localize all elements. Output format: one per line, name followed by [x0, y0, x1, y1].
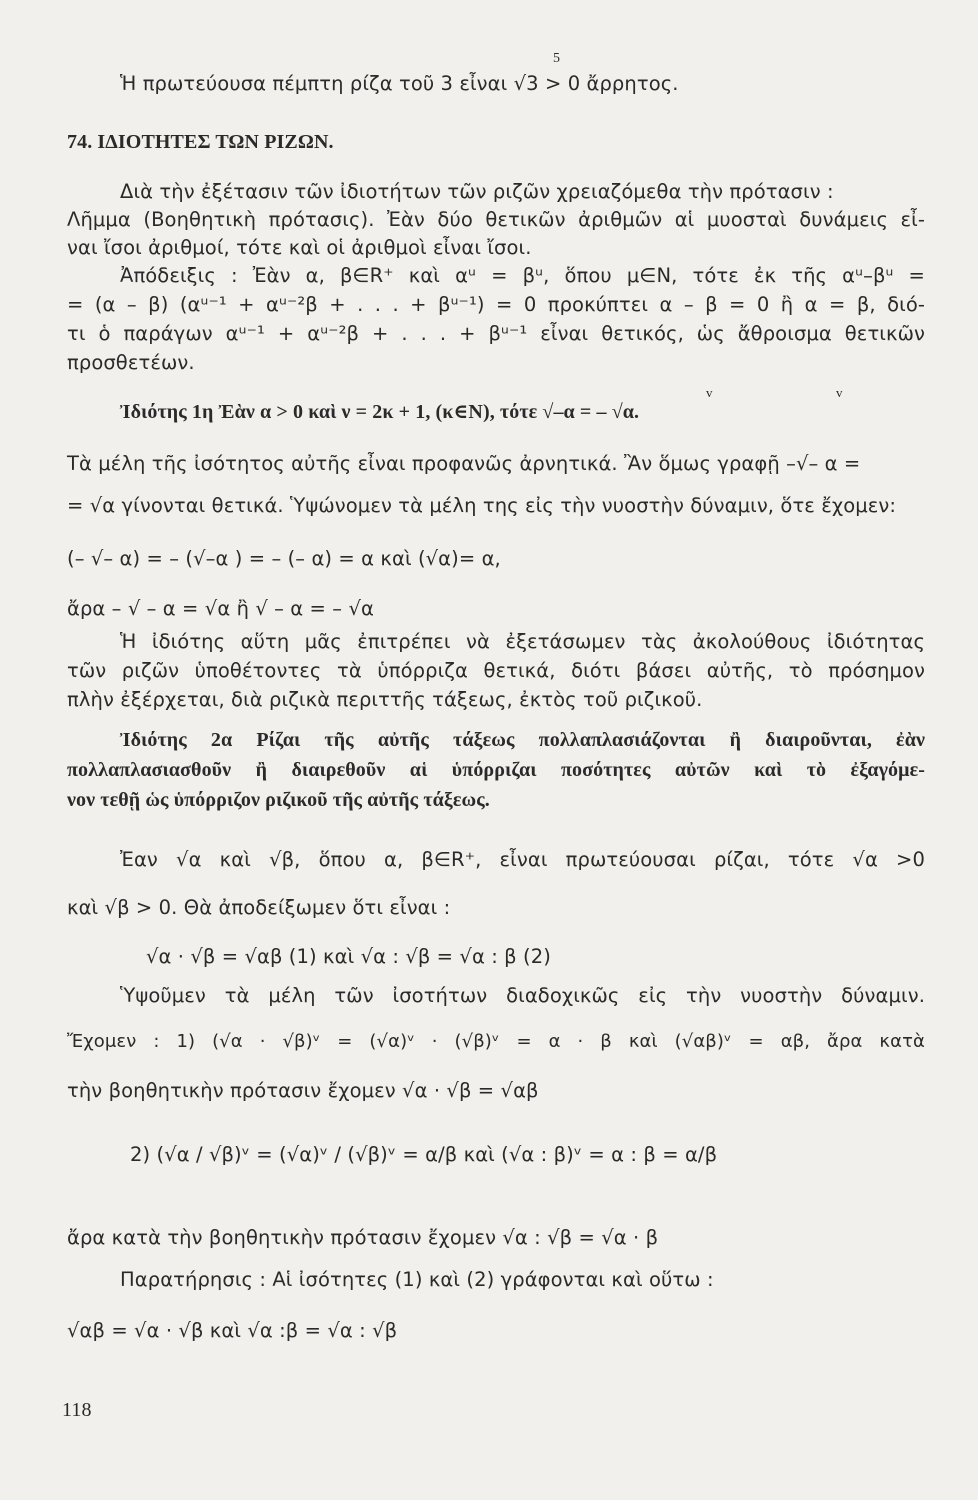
line-01: Ἡ πρωτεύουσα πέμπτη ρίζα τοῦ 3 εἶναι √3 > 0 ἄρρητος.	[120, 72, 679, 95]
root-index-mark: v	[706, 385, 713, 400]
property-1-heading: Ἰδιότης 1η Ἐὰν α > 0 καὶ ν = 2κ + 1, (κ∈N), τότε √–α = – √α.	[120, 401, 640, 423]
proof-line-2: = (α – β) (αᵘ⁻¹ + αᵘ⁻²β + . . . + βᵘ⁻¹) = 0 προκύπτει α – β = 0 ἢ α = β, διό-	[67, 293, 925, 316]
lemma-line: Λῆμμα (Βοηθητικὴ πρότασις). Ἐὰν δύο θετικῶν ἀριθμῶν αἱ μυοσταὶ δυνάμεις εἶ-	[67, 208, 925, 231]
property-2-heading: Ἰδιότης 2α Ρίζαι τῆς αὐτῆς τάξεως πολλαπλασιάζονται ἢ διαιροῦνται, ἐὰν	[120, 729, 925, 751]
formula-fraction: 2) (√α / √β)ᵛ = (√α)ᵛ / (√β)ᵛ = α/β καὶ (√α : β)ᵛ = α : β = α/β	[130, 1143, 718, 1166]
line-28: ἄρα κατὰ τὴν βοηθητικὴν πρότασιν ἔχομεν √α : √β = √α · β	[67, 1226, 659, 1249]
line-15: Ἡ ἰδιότης αὕτη μᾶς ἐπιτρέπει νὰ ἐξετάσωμεν τὰς ἀκολούθους ἰδιότητας	[120, 630, 925, 653]
property-2-line-3: νον τεθῇ ὡς ὑπόρριζον ριζικοῦ τῆς αὐτῆς τάξεως.	[67, 789, 490, 811]
final-formula: √αβ = √α · √β καὶ √α :β = √α : √β	[67, 1319, 398, 1342]
proof-line-1: Ἀπόδειξις : Ἐὰν α, β∈R⁺ καὶ αᵘ = βᵘ, ὅπου μ∈N, τότε ἐκ τῆς αᵘ–βᵘ =	[120, 264, 925, 287]
line-09: προσθετέων.	[67, 351, 195, 374]
page-number: 118	[62, 1399, 92, 1421]
line-16: τῶν ριζῶν ὑποθέτοντες τὰ ὑπόρριζα θετικά, διότι βάσει αὐτῆς, τὸ πρόσημον	[67, 659, 925, 682]
line-05: ναι ἴσοι ἀριθμοί, τότε καὶ οἱ ἀριθμοὶ εἶναι ἴσοι.	[67, 236, 532, 259]
line-11: Τὰ μέλη τῆς ἰσότητος αὐτῆς εἶναι προφανῶς ἀρνητικά. Ἂν ὅμως γραφῇ –√– α =	[67, 452, 861, 475]
line-12: = √α γίνονται θετικά. Ὑψώνομεν τὰ μέλη της εἰς τὴν νυοστὴν δύναμιν, ὅτε ἔχομεν:	[67, 494, 897, 517]
root-index-5: 5	[553, 51, 561, 66]
remark-heading: Παρατήρησις : Αἱ ἰσότητες (1) καὶ (2) γράφονται καὶ οὕτω :	[120, 1268, 714, 1291]
line-25: Ἔχομεν : 1) (√α · √β)ᵛ = (√α)ᵛ · (√β)ᵛ = α · β καὶ (√αβ)ᵛ = αβ, ἄρα κατὰ	[67, 1031, 925, 1052]
line-03: Διὰ τὴν ἐξέτασιν τῶν ἰδιοτήτων τῶν ριζῶν χρειαζόμεθα τὴν πρότασιν :	[120, 180, 834, 203]
formula-1-2: √α · √β = √αβ (1) καὶ √α : √β = √α : β (2)	[146, 945, 551, 968]
equation-line-14: ἄρα – √ – α = √α ἢ √ – α = – √α	[67, 597, 374, 620]
line-24: Ὑψοῦμεν τὰ μέλη τῶν ἰσοτήτων διαδοχικῶς εἰς τὴν νυοστὴν δύναμιν.	[120, 984, 925, 1007]
line-26: τὴν βοηθητικὴν πρότασιν ἔχομεν √α · √β = √αβ	[67, 1079, 539, 1102]
section-heading-74: 74. ΙΔΙΟΤΗΤΕΣ ΤΩΝ ΡΙΖΩΝ.	[67, 131, 334, 153]
property-2-line-2: πολλαπλασιασθοῦν ἢ διαιρεθοῦν αἱ ὑπόρριζαι ποσότητες αὐτῶν καὶ τὸ ἐξαγόμε-	[67, 759, 925, 781]
root-index-mark: v	[836, 385, 843, 400]
line-17: πλὴν ἐξέρχεται, διὰ ριζικὰ περιττῆς τάξεως, ἐκτὸς τοῦ ριζικοῦ.	[67, 688, 703, 711]
line-21: Ἐαν √α καὶ √β, ὅπου α, β∈R⁺, εἶναι πρωτεύουσαι ρίζαι, τότε √α >0	[120, 848, 925, 871]
line-22: καὶ √β > 0. Θὰ ἀποδείξωμεν ὅτι εἶναι :	[67, 896, 451, 919]
equation-line-13: (– √– α) = – (√–α ) = – (– α) = α καὶ (√α)= α,	[67, 547, 501, 570]
proof-line-3: τι ὁ παράγων αᵘ⁻¹ + αᵘ⁻²β + . . . + βᵘ⁻¹ εἶναι θετικός, ὡς ἄθροισμα θετικῶν	[67, 322, 925, 345]
